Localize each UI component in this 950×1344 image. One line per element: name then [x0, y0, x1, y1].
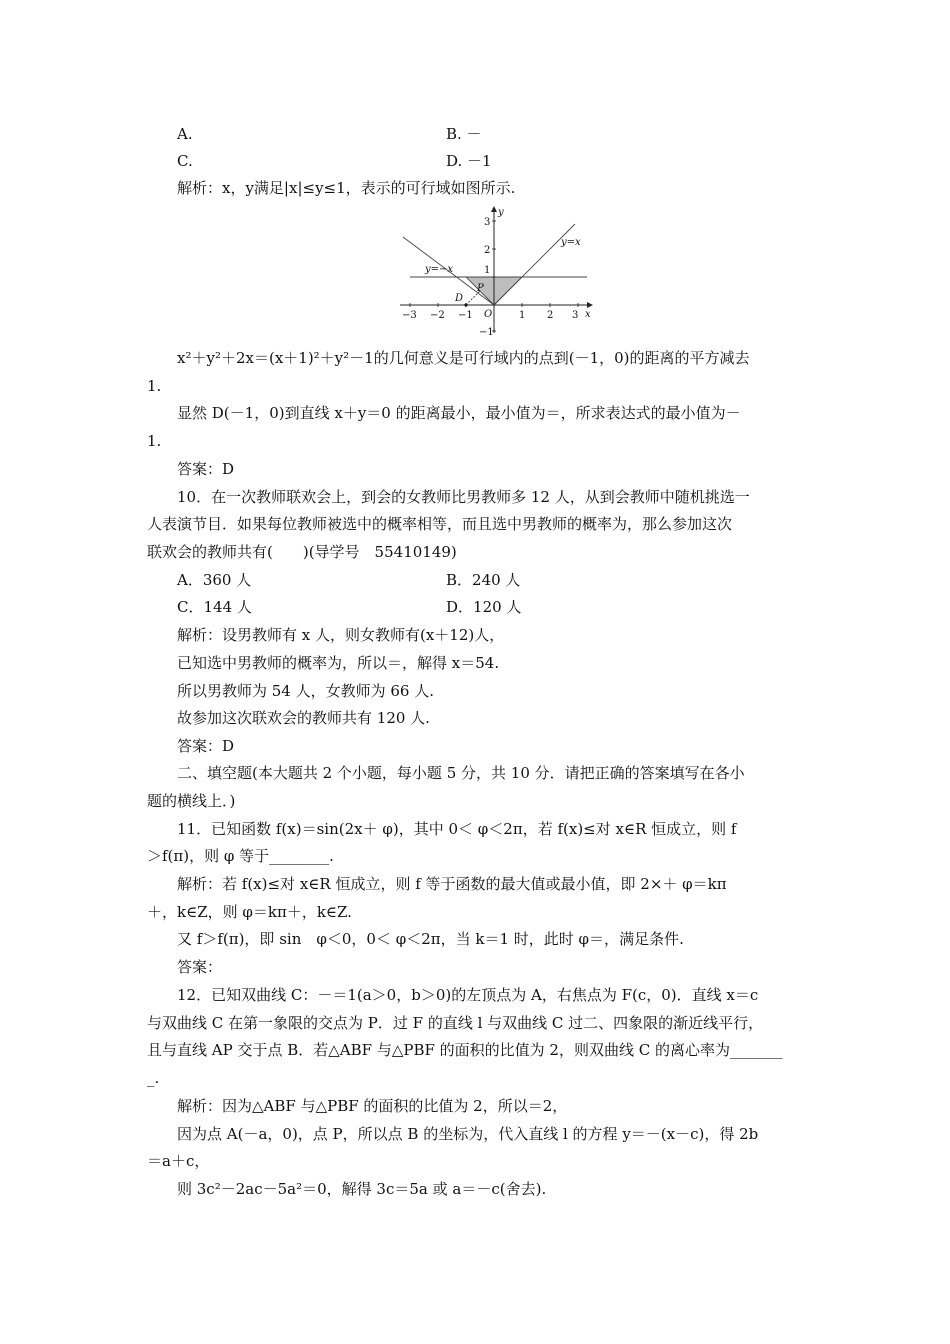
q12-solution-line1: 解析：因为△ABF 与△PBF 的面积的比值为 2，所以＝2，: [177, 1097, 568, 1115]
section2-heading-line1: 二、填空题(本大题共 2 个小题，每小题 5 分，共 10 分．请把正确的答案填写在各小: [177, 764, 745, 782]
q9-solution-line1: x²＋y²＋2x＝(x＋1)²＋y²－1的几何意义是可行域内的点到(－1，0)的距离的平方减去: [177, 349, 750, 367]
q10-option-b: B．240 人: [446, 571, 521, 589]
label-origin: O: [484, 309, 493, 320]
q10-option-d: D．120 人: [446, 598, 522, 616]
q12-solution-line2: 因为点 A(－a，0)，点 P，所以点 B 的坐标为，代入直线 l 的方程 y＝－(x－c)，得 2b: [177, 1125, 759, 1143]
q10-stem-line1: 10．在一次教师联欢会上，到会的女教师比男教师多 12 人，从到会教师中随机挑选一: [177, 488, 750, 506]
q9-option-d: D. －1: [446, 152, 492, 170]
y-tick-neg1: −1: [479, 327, 494, 338]
q9-solution-line2-cont: 1.: [147, 432, 162, 450]
x-tick-3: 3: [572, 310, 579, 321]
q12-stem-line4: _.: [147, 1069, 160, 1087]
q10-solution-line1: 解析：设男教师有 x 人，则女教师有(x＋12)人，: [177, 626, 505, 644]
q12-solution-line3: ＝a＋c，: [147, 1152, 210, 1170]
q10-answer: 答案：D: [177, 737, 235, 755]
y-axis-label: y: [498, 207, 504, 218]
q11-answer: 答案：: [177, 958, 223, 976]
x-tick-neg2: −2: [430, 310, 445, 321]
y-tick-3: 3: [484, 217, 491, 228]
q10-solution-line2: 已知选中男教师的概率为，所以＝，解得 x＝54.: [177, 654, 500, 672]
q12-solution-line4: 则 3c²－2ac－5a²＝0，解得 3c＝5a 或 a＝－c(舍去).: [177, 1180, 547, 1198]
q12-stem-line1: 12．已知双曲线 C：－＝1(a＞0，b＞0)的左顶点为 A，右焦点为 F(c，0)．直线 x＝c: [177, 986, 759, 1004]
section2-heading-line2: 题的横线上．): [147, 792, 236, 810]
q9-option-a: A.: [177, 125, 193, 143]
q11-stem-line2: ＞f(π)，则 φ 等于________.: [147, 847, 334, 865]
q11-solution-line1: 解析：若 f(x)≤对 x∈R 恒成立，则 f 等于函数的最大值或最小值，即 2×＋ φ＝kπ: [177, 875, 727, 893]
feasible-region-graph: [395, 205, 595, 340]
label-point-d: D: [455, 293, 464, 304]
q11-stem-line1: 11．已知函数 f(x)＝sin(2x＋ φ)，其中 0＜ φ＜2π，若 f(x)≤对 x∈R 恒成立，则 f: [177, 820, 737, 838]
q9-solution-line2: 显然 D(－1，0)到直线 x＋y＝0 的距离最小，最小值为＝，所求表达式的最小值为－: [177, 404, 741, 422]
x-tick-2: 2: [547, 310, 554, 321]
label-y-equals-neg-x: y=−x: [425, 264, 454, 275]
y-tick-2: 2: [484, 245, 491, 256]
q10-option-a: A．360 人: [177, 571, 252, 589]
q10-stem-line2: 人表演节目．如果每位教师被选中的概率相等，而且选中男教师的概率为，那么参加这次: [147, 515, 733, 533]
q9-option-b: B. －: [446, 125, 482, 143]
feasible-region-figure: [395, 205, 595, 340]
q10-stem-line3: 联欢会的教师共有( )(导学号 55410149): [147, 543, 457, 561]
x-tick-1: 1: [519, 310, 526, 321]
x-tick-neg1: −1: [458, 310, 473, 321]
q12-stem-line3: 且与直线 AP 交于点 B．若△ABF 与△PBF 的面积的比值为 2，则双曲线 C 的离心率为_______: [147, 1041, 783, 1059]
label-point-p: P: [477, 283, 484, 294]
q9-answer: 答案：D: [177, 460, 235, 478]
q10-solution-line3: 所以男教师为 54 人，女教师为 66 人.: [177, 682, 435, 700]
y-tick-1: 1: [484, 265, 491, 276]
q10-solution-line4: 故参加这次联欢会的教师共有 120 人.: [177, 709, 430, 727]
y-axis-arrow: [491, 206, 497, 212]
x-axis-arrow: [587, 302, 593, 308]
q9-option-c: C.: [177, 152, 193, 170]
q9-solution-intro: 解析：x，y满足|x|≤y≤1，表示的可行域如图所示.: [177, 179, 516, 197]
q11-solution-line3: 又 f＞f(π)，即 sin φ＜0，0＜ φ＜2π，当 k＝1 时，此时 φ＝，满足条件.: [177, 930, 684, 948]
label-y-equals-x: y=x: [561, 237, 581, 248]
x-tick-neg3: −3: [402, 310, 417, 321]
q9-solution-line1-cont: 1.: [147, 377, 162, 395]
q10-option-c: C．144 人: [177, 598, 252, 616]
x-axis-label: x: [585, 309, 591, 320]
q12-stem-line2: 与双曲线 C 在第一象限的交点为 P．过 F 的直线 l 与双曲线 C 过二、四象限的渐近线平行，: [147, 1014, 764, 1032]
q11-solution-line2: ＋，k∈Z，则 φ＝kπ＋，k∈Z.: [147, 903, 352, 921]
